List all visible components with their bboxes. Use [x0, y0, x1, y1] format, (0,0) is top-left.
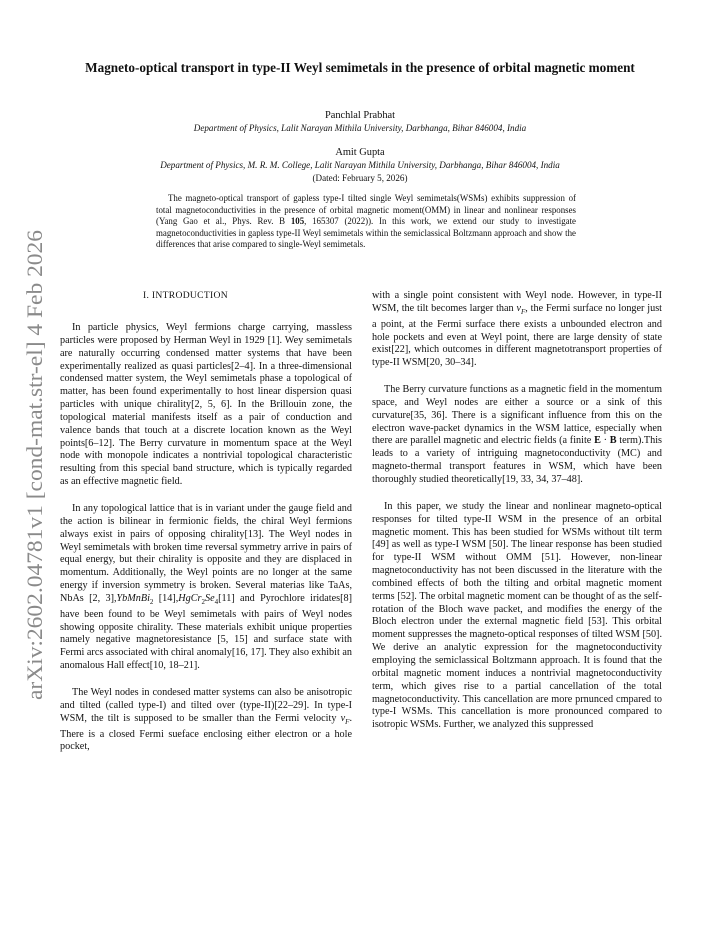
- math-symbol: v: [516, 302, 521, 314]
- author-affiliation: Department of Physics, Lalit Narayan Mithila University, Darbhanga, Bihar 846004, India: [193, 123, 527, 133]
- section-heading: I. INTRODUCTION: [143, 290, 228, 301]
- author-name: Amit Gupta: [335, 147, 385, 158]
- subscript: 2: [201, 597, 205, 606]
- paragraph: [60, 503, 352, 673]
- chemical-formula: Se: [205, 592, 215, 604]
- paragraph: [372, 290, 662, 370]
- paragraph-text: [11] and Pyrochlore iridates[8] have been found to be Weyl semimetals with pairs of Weyl nodes showing opposite chirality. These materials exhibit unique properties namely negative magnetoresistance [5, 15] and surface state with Fermi arcs associated with chiral anomaly[16, 17]. They also exhibit an anomalous Hall effect[10, 18–21].: [60, 592, 352, 672]
- arxiv-stamp-text: arXiv:2602.04781v1 [cond-mat.str-el] 4 Feb 2026: [22, 259, 47, 700]
- chemical-formula: YbMnBi: [116, 592, 150, 604]
- paragraph-text: term).This leads to a variety of intriguing magnetoconductivity (MC) and magneto-thermal transport features in WSM, which have been thoroughly studied theoretically[19, 33, 34, 37–48].: [372, 435, 662, 485]
- paragraph-text: ·: [600, 435, 610, 447]
- paragraph-text: with a single point consistent with Weyl node. However, in type-II WSM, the tilt becomes larger than: [372, 290, 662, 314]
- left-column: [60, 322, 352, 754]
- abstract: [156, 193, 576, 251]
- date-line: (Dated: February 5, 2026): [312, 173, 408, 183]
- chemical-formula: HgCr: [178, 592, 202, 604]
- subscript: 4: [214, 597, 219, 606]
- subscript: F: [345, 717, 350, 726]
- paragraph-text: . There is a closed Fermi sueface enclosing either electron or a hole pocket,: [60, 712, 352, 753]
- right-column: [372, 290, 662, 732]
- paragraph-text: The Berry curvature functions as a magnetic field in the momentum space, and Weyl nodes are either a source or a sink of this curvature[35, 36]. There is a significant influence from this on the electron wave-packet dynamics in the WSM lattice, especially when there are parallel magnetic and electric fields (a finite: [372, 384, 662, 447]
- arxiv-identifier-stamp: [8, 190, 58, 710]
- paragraph: [60, 687, 352, 754]
- paragraph-text: In any topological lattice that is in variant under the gauge field and the action is bilinear in fermionic fields, the chiral Weyl fermions always exist in pairs of opposing chirality[13]. The Weyl nodes in Weyl semimetals with broken time reversal symmetry arrive in pairs of equal energy, but their chirality is opposite and they are displaced in momentum. Additionally, the Weyl points are no longer at the same energy if inversion symmetry is broken. Several materias like TaAs, NbAs [2, 3],: [60, 502, 352, 604]
- paper-title: Magneto-optical transport in type-II Weyl semimetals in the presence of orbital magnetic moment: [85, 60, 635, 75]
- math-symbol: E: [594, 435, 601, 447]
- paragraph-text: The Weyl nodes in condesed matter systems can also be anisotropic and tilted (called type-I) and tilted over (type-II)[22–29]. In type-I WSM, the tilt is supposed to be smaller than the Fermi velocity: [60, 686, 352, 724]
- paragraph-text: [14],: [153, 592, 179, 604]
- paragraph-text: , the Fermi surface no longer just a point, at the Fermi surface there exists a unbounded electron and hole pockets and even at Weyl point, there are large density of state exist[22], which outcomes in different magnetotransport properties of type-II WSM[20, 30–34].: [372, 302, 663, 369]
- author-name: Panchlal Prabhat: [324, 110, 396, 121]
- paragraph: [372, 384, 662, 487]
- author-affiliation: Department of Physics, M. R. M. College, Lalit Narayan Mithila University, Darbhanga, Bihar 846004, India: [160, 160, 560, 170]
- subscript: F: [521, 307, 526, 316]
- subscript: 2: [149, 597, 154, 606]
- paragraph: In particle physics, Weyl fermions charge carrying, massless particles were proposed by Herman Weyl in 1929 [1]. Wey semimetals are naturally occurring condensed matter systems that have been experimentally realized as quasi particles[2–4]. In a three-dimensional condensed matter system, the Weyl semimetals phase a topological of matter, has been found experimentally to host linear dispersion quasi particles with unique chirality[2, 5, 6]. In the Brillouin zone, the topological material manifests itself as a pair of conduction and valence bands that touch at a discrete location known as the Weyl points[6–12]. The Berry curvature in momentum space at the Weyl node with monopole indicates a nontrivial topological characteristic resulting from this special band structure, which is typically regarded as an effective magnetic field.: [60, 322, 352, 488]
- paragraph: In this paper, we study the linear and nonlinear magneto-optical responses for tilted type-II WSM in the presence of an orbital magnetic moment. This has been studied for WSMs without tilt term [49] as well as type-I WSM [50]. The linear response has been studied for type-II WSM without OMM [51]. However, non-linear magnetoconductivity has not been discussed in the literature with the combined effects of both the tilting and orbital magnetic moment terms [52]. The orbital magnetic moment can be thought of as the self-rotation of the Bloch wave packet, and modifies the energy of the Bloch electron under the external magnetic field [53]. This orbital moment suppresses the magneto-optical responses of tilted WSM [50]. We derive an analytic expression for the magnetoconductivity employing the semiclassical Boltzmann approach. It is found that the orbital magnetic moment induces a nontrivial magnetoconductivity term, which gives rise to a partial cancellation of the total magnetoconductivity. This cancellation are more prnunced cmpared to type-I WSMs. This cancellation is more pronounced compared to isotropic WSMs. Further, we analyzed this suppressed: [372, 500, 662, 731]
- abstract-text: The magneto-optical transport of gapless type-I tilted single Weyl semimetals(WSMs) exhibits suppression of total magnetoconductivities in the presence of orbital magnetic moment(OMM) in linear and nonlinear responses (Yang Gao et al., Phys. Rev. B: [156, 193, 576, 227]
- math-symbol: B: [609, 435, 617, 447]
- journal-volume: 105: [290, 216, 305, 227]
- abstract-text: , 165307 (2022)). In this work, we extend our study to investigate magnetoconductivities in gapless type-II Weyl semimetals within the semiclassical Boltzmann approach and show the differences that arise compared to single-Weyl semimetals.: [156, 216, 576, 250]
- math-symbol: v: [340, 712, 346, 724]
